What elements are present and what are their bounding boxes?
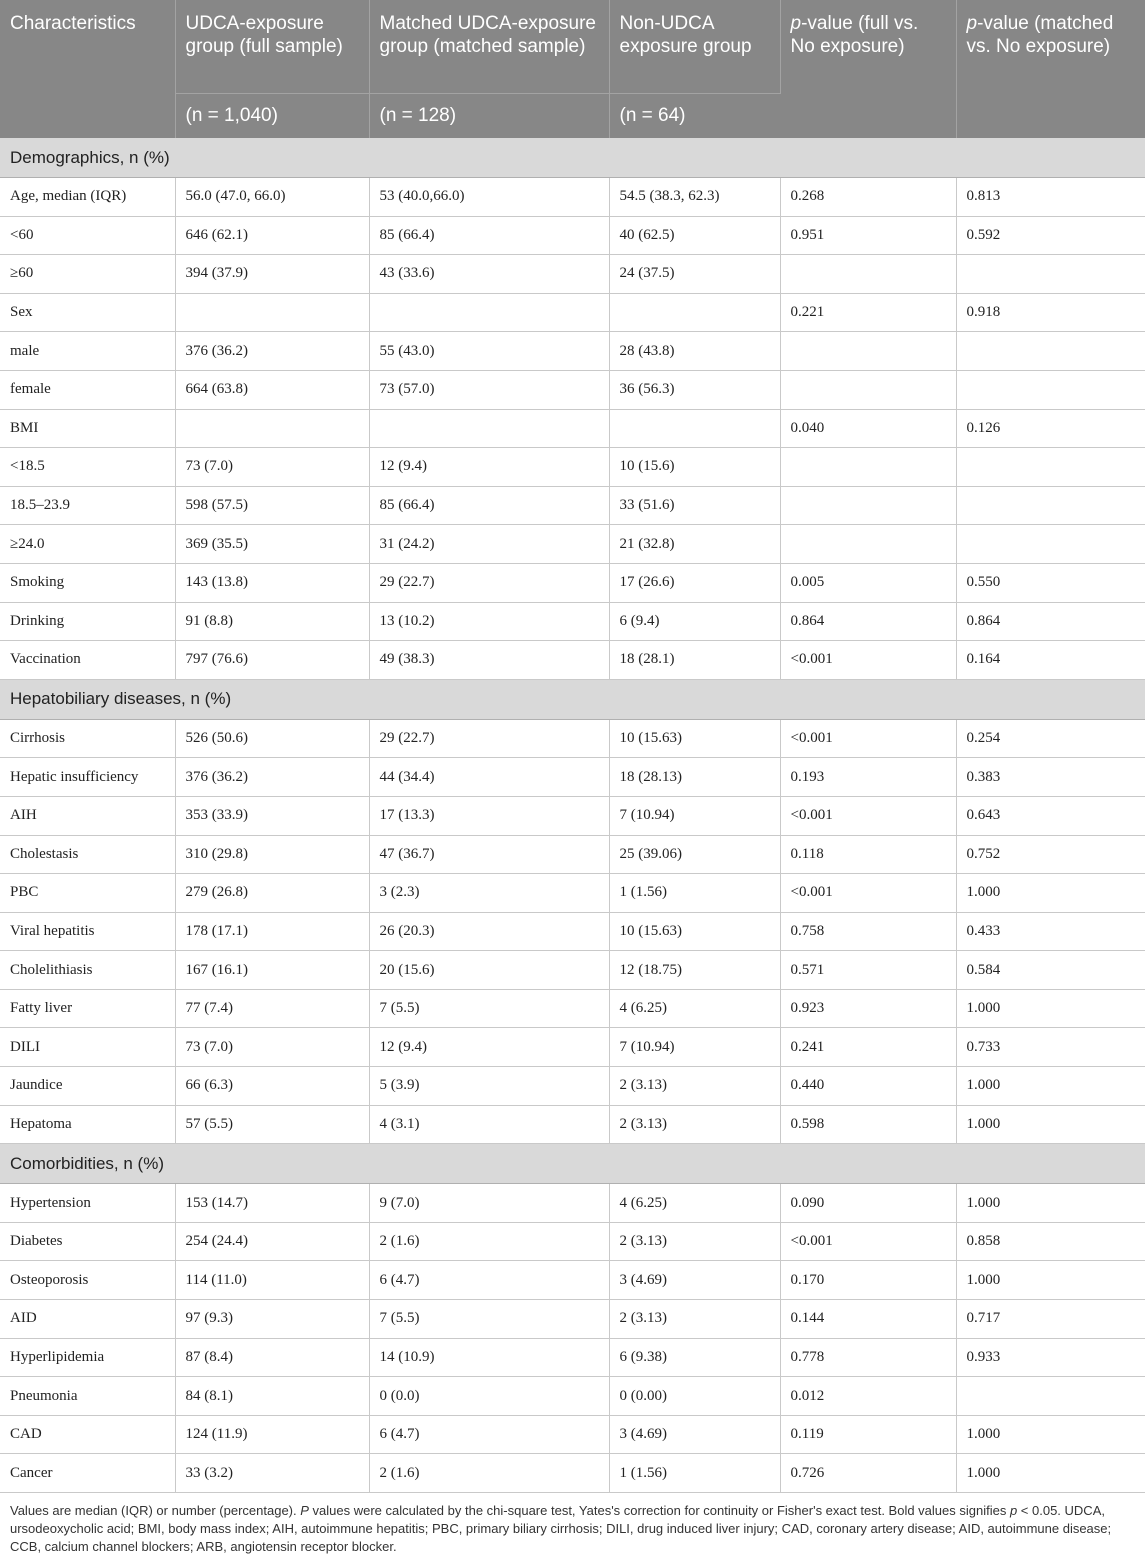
cell-characteristic: Viral hepatitis — [0, 912, 175, 951]
table-row — [0, 563, 1145, 602]
table-row — [0, 255, 1145, 294]
cell-non-udca: 28 (43.8) — [609, 332, 780, 371]
cell-full-sample: 66 (6.3) — [175, 1067, 369, 1106]
table-row — [0, 1067, 1145, 1106]
cell-p-matched: 0.858 — [956, 1222, 1145, 1261]
cell-p-full — [780, 370, 956, 409]
table-body — [0, 138, 1145, 1493]
cell-p-matched: 0.717 — [956, 1300, 1145, 1339]
table-row — [0, 719, 1145, 758]
cell-characteristic: Cancer — [0, 1454, 175, 1493]
cell-non-udca: 21 (32.8) — [609, 525, 780, 564]
cell-p-full: 0.440 — [780, 1067, 956, 1106]
cell-full-sample: 97 (9.3) — [175, 1300, 369, 1339]
cell-p-full: 0.193 — [780, 758, 956, 797]
cell-characteristic: DILI — [0, 1028, 175, 1067]
header-n-full: (n = 1,040) — [175, 94, 369, 139]
cell-p-full: 0.268 — [780, 178, 956, 217]
cell-non-udca: 2 (3.13) — [609, 1105, 780, 1144]
cell-characteristic: ≥60 — [0, 255, 175, 294]
table-row — [0, 1415, 1145, 1454]
table-row — [0, 1377, 1145, 1416]
cell-non-udca: 4 (6.25) — [609, 1184, 780, 1223]
cell-p-full: 0.118 — [780, 835, 956, 874]
cell-matched-sample: 2 (1.6) — [369, 1222, 609, 1261]
cell-p-full: 0.241 — [780, 1028, 956, 1067]
cell-p-matched — [956, 486, 1145, 525]
cell-p-matched — [956, 1377, 1145, 1416]
cell-matched-sample: 6 (4.7) — [369, 1261, 609, 1300]
cell-full-sample: 279 (26.8) — [175, 874, 369, 913]
cell-matched-sample: 2 (1.6) — [369, 1454, 609, 1493]
cell-matched-sample: 29 (22.7) — [369, 563, 609, 602]
cell-matched-sample: 3 (2.3) — [369, 874, 609, 913]
section-header-row — [0, 1144, 1145, 1184]
cell-full-sample: 91 (8.8) — [175, 602, 369, 641]
cell-non-udca: 6 (9.4) — [609, 602, 780, 641]
table-row — [0, 1222, 1145, 1261]
cell-p-full: 0.864 — [780, 602, 956, 641]
table-row — [0, 874, 1145, 913]
section-header-row — [0, 138, 1145, 178]
cell-non-udca: 10 (15.6) — [609, 448, 780, 487]
cell-matched-sample: 53 (40.0,66.0) — [369, 178, 609, 217]
cell-matched-sample: 9 (7.0) — [369, 1184, 609, 1223]
cell-p-matched: 1.000 — [956, 1184, 1145, 1223]
cell-p-matched: 0.550 — [956, 563, 1145, 602]
cell-characteristic: <60 — [0, 216, 175, 255]
header-p-full: p-value (full vs. No exposure) — [780, 0, 956, 138]
table-row — [0, 178, 1145, 217]
cell-p-matched: 1.000 — [956, 1454, 1145, 1493]
cell-matched-sample: 4 (3.1) — [369, 1105, 609, 1144]
cell-p-full: 0.758 — [780, 912, 956, 951]
cell-p-full: 0.012 — [780, 1377, 956, 1416]
cell-non-udca: 18 (28.13) — [609, 758, 780, 797]
cell-matched-sample: 12 (9.4) — [369, 1028, 609, 1067]
table-row — [0, 448, 1145, 487]
cell-p-full: 0.726 — [780, 1454, 956, 1493]
cell-characteristic: Cirrhosis — [0, 719, 175, 758]
header-n-non: (n = 64) — [609, 94, 780, 139]
cell-full-sample: 526 (50.6) — [175, 719, 369, 758]
cell-characteristic: Vaccination — [0, 641, 175, 680]
cell-p-full — [780, 525, 956, 564]
cell-full-sample — [175, 409, 369, 448]
cell-p-full: <0.001 — [780, 796, 956, 835]
cell-characteristic: PBC — [0, 874, 175, 913]
cell-p-matched: 0.433 — [956, 912, 1145, 951]
cell-non-udca: 3 (4.69) — [609, 1261, 780, 1300]
cell-full-sample: 310 (29.8) — [175, 835, 369, 874]
cell-non-udca: 7 (10.94) — [609, 796, 780, 835]
cell-p-matched: 0.733 — [956, 1028, 1145, 1067]
section-title: Hepatobiliary diseases, n (%) — [0, 679, 1145, 719]
cell-non-udca: 40 (62.5) — [609, 216, 780, 255]
cell-p-matched: 0.918 — [956, 293, 1145, 332]
cell-matched-sample: 26 (20.3) — [369, 912, 609, 951]
cell-p-full: 0.005 — [780, 563, 956, 602]
table-row — [0, 835, 1145, 874]
cell-matched-sample: 73 (57.0) — [369, 370, 609, 409]
cell-p-matched: 0.864 — [956, 602, 1145, 641]
cell-full-sample: 153 (14.7) — [175, 1184, 369, 1223]
section-title: Comorbidities, n (%) — [0, 1144, 1145, 1184]
cell-full-sample: 33 (3.2) — [175, 1454, 369, 1493]
cell-full-sample: 77 (7.4) — [175, 989, 369, 1028]
cell-full-sample: 56.0 (47.0, 66.0) — [175, 178, 369, 217]
cell-characteristic: Fatty liver — [0, 989, 175, 1028]
table-row — [0, 989, 1145, 1028]
table-row — [0, 1184, 1145, 1223]
table-row — [0, 370, 1145, 409]
cell-p-matched: 0.584 — [956, 951, 1145, 990]
section-title: Demographics, n (%) — [0, 138, 1145, 178]
cell-characteristic: 18.5–23.9 — [0, 486, 175, 525]
cell-characteristic: Pneumonia — [0, 1377, 175, 1416]
cell-full-sample: 73 (7.0) — [175, 1028, 369, 1067]
cell-p-full: 0.923 — [780, 989, 956, 1028]
cell-non-udca: 10 (15.63) — [609, 912, 780, 951]
cell-non-udca: 4 (6.25) — [609, 989, 780, 1028]
cell-non-udca: 54.5 (38.3, 62.3) — [609, 178, 780, 217]
cell-p-matched: 0.813 — [956, 178, 1145, 217]
cell-full-sample: 254 (24.4) — [175, 1222, 369, 1261]
table-row — [0, 758, 1145, 797]
table-row — [0, 409, 1145, 448]
cell-p-full: <0.001 — [780, 1222, 956, 1261]
cell-p-matched: 1.000 — [956, 989, 1145, 1028]
cell-matched-sample: 6 (4.7) — [369, 1415, 609, 1454]
cell-characteristic: Cholelithiasis — [0, 951, 175, 990]
cell-p-full: 0.598 — [780, 1105, 956, 1144]
cell-matched-sample — [369, 293, 609, 332]
cell-non-udca: 2 (3.13) — [609, 1067, 780, 1106]
cell-characteristic: ≥24.0 — [0, 525, 175, 564]
cell-p-full: 0.170 — [780, 1261, 956, 1300]
cell-matched-sample: 43 (33.6) — [369, 255, 609, 294]
cell-non-udca: 2 (3.13) — [609, 1222, 780, 1261]
cell-characteristic: Diabetes — [0, 1222, 175, 1261]
cell-p-matched: 1.000 — [956, 1261, 1145, 1300]
table-row — [0, 216, 1145, 255]
table-header — [0, 0, 1145, 138]
cell-matched-sample: 7 (5.5) — [369, 1300, 609, 1339]
cell-full-sample: 87 (8.4) — [175, 1338, 369, 1377]
header-n-matched: (n = 128) — [369, 94, 609, 139]
cell-characteristic: Drinking — [0, 602, 175, 641]
cell-p-matched: 1.000 — [956, 1067, 1145, 1106]
table-row — [0, 602, 1145, 641]
cell-matched-sample: 55 (43.0) — [369, 332, 609, 371]
cell-p-matched: 0.383 — [956, 758, 1145, 797]
cell-p-matched: 0.164 — [956, 641, 1145, 680]
cell-full-sample: 143 (13.8) — [175, 563, 369, 602]
cell-p-matched: 0.254 — [956, 719, 1145, 758]
cell-p-matched: 0.592 — [956, 216, 1145, 255]
cell-p-full: 0.221 — [780, 293, 956, 332]
cell-characteristic: Smoking — [0, 563, 175, 602]
cell-characteristic: Hypertension — [0, 1184, 175, 1223]
cell-full-sample: 167 (16.1) — [175, 951, 369, 990]
cell-p-full: 0.119 — [780, 1415, 956, 1454]
cell-p-matched: 1.000 — [956, 874, 1145, 913]
cell-non-udca: 1 (1.56) — [609, 1454, 780, 1493]
cell-p-matched: 0.643 — [956, 796, 1145, 835]
table-row — [0, 486, 1145, 525]
cell-non-udca: 18 (28.1) — [609, 641, 780, 680]
cell-non-udca: 3 (4.69) — [609, 1415, 780, 1454]
cell-full-sample: 369 (35.5) — [175, 525, 369, 564]
cell-full-sample: 797 (76.6) — [175, 641, 369, 680]
cell-p-full: 0.040 — [780, 409, 956, 448]
cell-full-sample: 664 (63.8) — [175, 370, 369, 409]
cell-matched-sample: 5 (3.9) — [369, 1067, 609, 1106]
cell-full-sample: 124 (11.9) — [175, 1415, 369, 1454]
cell-characteristic: <18.5 — [0, 448, 175, 487]
cell-non-udca: 17 (26.6) — [609, 563, 780, 602]
cell-p-matched: 1.000 — [956, 1105, 1145, 1144]
cell-full-sample: 57 (5.5) — [175, 1105, 369, 1144]
cell-p-full: 0.144 — [780, 1300, 956, 1339]
header-p-matched: p-value (matched vs. No exposure) — [956, 0, 1145, 138]
header-full-sample: UDCA-exposure group (full sample) — [175, 0, 369, 94]
cell-p-full: <0.001 — [780, 874, 956, 913]
cell-p-matched: 0.752 — [956, 835, 1145, 874]
cell-full-sample: 376 (36.2) — [175, 758, 369, 797]
cell-p-full: 0.778 — [780, 1338, 956, 1377]
table-row — [0, 332, 1145, 371]
cell-p-full: <0.001 — [780, 641, 956, 680]
table-row — [0, 1454, 1145, 1493]
cell-p-matched — [956, 332, 1145, 371]
cell-characteristic: Osteoporosis — [0, 1261, 175, 1300]
table-row — [0, 1028, 1145, 1067]
cell-matched-sample: 31 (24.2) — [369, 525, 609, 564]
cell-non-udca: 12 (18.75) — [609, 951, 780, 990]
cell-characteristic: female — [0, 370, 175, 409]
cell-p-matched — [956, 448, 1145, 487]
header-non-udca: Non-UDCA exposure group — [609, 0, 780, 94]
cell-full-sample: 376 (36.2) — [175, 332, 369, 371]
cell-p-full: 0.571 — [780, 951, 956, 990]
cell-non-udca: 1 (1.56) — [609, 874, 780, 913]
table-row — [0, 1105, 1145, 1144]
table-row — [0, 641, 1145, 680]
header-characteristics: Characteristics — [0, 0, 175, 138]
cell-p-full — [780, 448, 956, 487]
table-row — [0, 1261, 1145, 1300]
cell-non-udca: 6 (9.38) — [609, 1338, 780, 1377]
table-row — [0, 293, 1145, 332]
cell-characteristic: Age, median (IQR) — [0, 178, 175, 217]
cell-non-udca: 10 (15.63) — [609, 719, 780, 758]
cell-matched-sample: 0 (0.0) — [369, 1377, 609, 1416]
cell-matched-sample: 7 (5.5) — [369, 989, 609, 1028]
cell-non-udca: 25 (39.06) — [609, 835, 780, 874]
cell-characteristic: Hyperlipidemia — [0, 1338, 175, 1377]
cell-characteristic: CAD — [0, 1415, 175, 1454]
cell-non-udca: 33 (51.6) — [609, 486, 780, 525]
cell-characteristic: Jaundice — [0, 1067, 175, 1106]
cell-matched-sample: 17 (13.3) — [369, 796, 609, 835]
cell-full-sample: 73 (7.0) — [175, 448, 369, 487]
cell-characteristic: Sex — [0, 293, 175, 332]
table-row — [0, 951, 1145, 990]
cell-matched-sample: 20 (15.6) — [369, 951, 609, 990]
cell-matched-sample: 85 (66.4) — [369, 216, 609, 255]
cell-non-udca: 7 (10.94) — [609, 1028, 780, 1067]
cell-p-full — [780, 332, 956, 371]
cell-characteristic: Hepatic insufficiency — [0, 758, 175, 797]
cell-p-matched: 0.933 — [956, 1338, 1145, 1377]
cell-p-full — [780, 486, 956, 525]
cell-matched-sample: 44 (34.4) — [369, 758, 609, 797]
cell-full-sample: 646 (62.1) — [175, 216, 369, 255]
cell-p-full: <0.001 — [780, 719, 956, 758]
cell-non-udca: 2 (3.13) — [609, 1300, 780, 1339]
cell-full-sample: 178 (17.1) — [175, 912, 369, 951]
cell-characteristic: male — [0, 332, 175, 371]
cell-full-sample: 84 (8.1) — [175, 1377, 369, 1416]
cell-characteristic: Cholestasis — [0, 835, 175, 874]
cell-p-full — [780, 255, 956, 294]
cell-full-sample: 353 (33.9) — [175, 796, 369, 835]
cell-characteristic: AIH — [0, 796, 175, 835]
cell-p-full: 0.951 — [780, 216, 956, 255]
cell-non-udca: 24 (37.5) — [609, 255, 780, 294]
cell-characteristic: BMI — [0, 409, 175, 448]
cell-full-sample: 598 (57.5) — [175, 486, 369, 525]
cell-matched-sample: 85 (66.4) — [369, 486, 609, 525]
cell-matched-sample — [369, 409, 609, 448]
cell-matched-sample: 49 (38.3) — [369, 641, 609, 680]
cell-full-sample: 114 (11.0) — [175, 1261, 369, 1300]
table-row — [0, 525, 1145, 564]
cell-p-full: 0.090 — [780, 1184, 956, 1223]
table-row — [0, 1300, 1145, 1339]
cell-matched-sample: 14 (10.9) — [369, 1338, 609, 1377]
cell-p-matched — [956, 370, 1145, 409]
cell-p-matched — [956, 255, 1145, 294]
cell-non-udca: 36 (56.3) — [609, 370, 780, 409]
header-matched-sample: Matched UDCA-exposure group (matched sample) — [369, 0, 609, 94]
cell-characteristic: AID — [0, 1300, 175, 1339]
section-header-row — [0, 679, 1145, 719]
cell-matched-sample: 13 (10.2) — [369, 602, 609, 641]
cell-matched-sample: 12 (9.4) — [369, 448, 609, 487]
cell-non-udca — [609, 409, 780, 448]
table-footnote: Values are median (IQR) or number (percentage). P values were calculated by the chi-square test, Yates's correction for continuity or Fisher's exact test. Bold values signifies p < 0.05. UDCA, ursodeoxycholic acid; BMI, body mass index; AIH, autoimmune hepatitis; PBC, primary biliary cirrhosis; DILI, drug induced liver injury; CAD, coronary artery disease; AID, autoimmune disease; CCB, calcium channel blockers; ARB, angiotensin receptor blocker. — [10, 1503, 1112, 1554]
cell-non-udca — [609, 293, 780, 332]
cell-characteristic: Hepatoma — [0, 1105, 175, 1144]
cell-p-matched: 1.000 — [956, 1415, 1145, 1454]
cell-full-sample: 394 (37.9) — [175, 255, 369, 294]
cell-matched-sample: 47 (36.7) — [369, 835, 609, 874]
table-row — [0, 796, 1145, 835]
cell-matched-sample: 29 (22.7) — [369, 719, 609, 758]
cell-full-sample — [175, 293, 369, 332]
table-row — [0, 912, 1145, 951]
cell-p-matched — [956, 525, 1145, 564]
cell-p-matched: 0.126 — [956, 409, 1145, 448]
table-row — [0, 1338, 1145, 1377]
cell-non-udca: 0 (0.00) — [609, 1377, 780, 1416]
